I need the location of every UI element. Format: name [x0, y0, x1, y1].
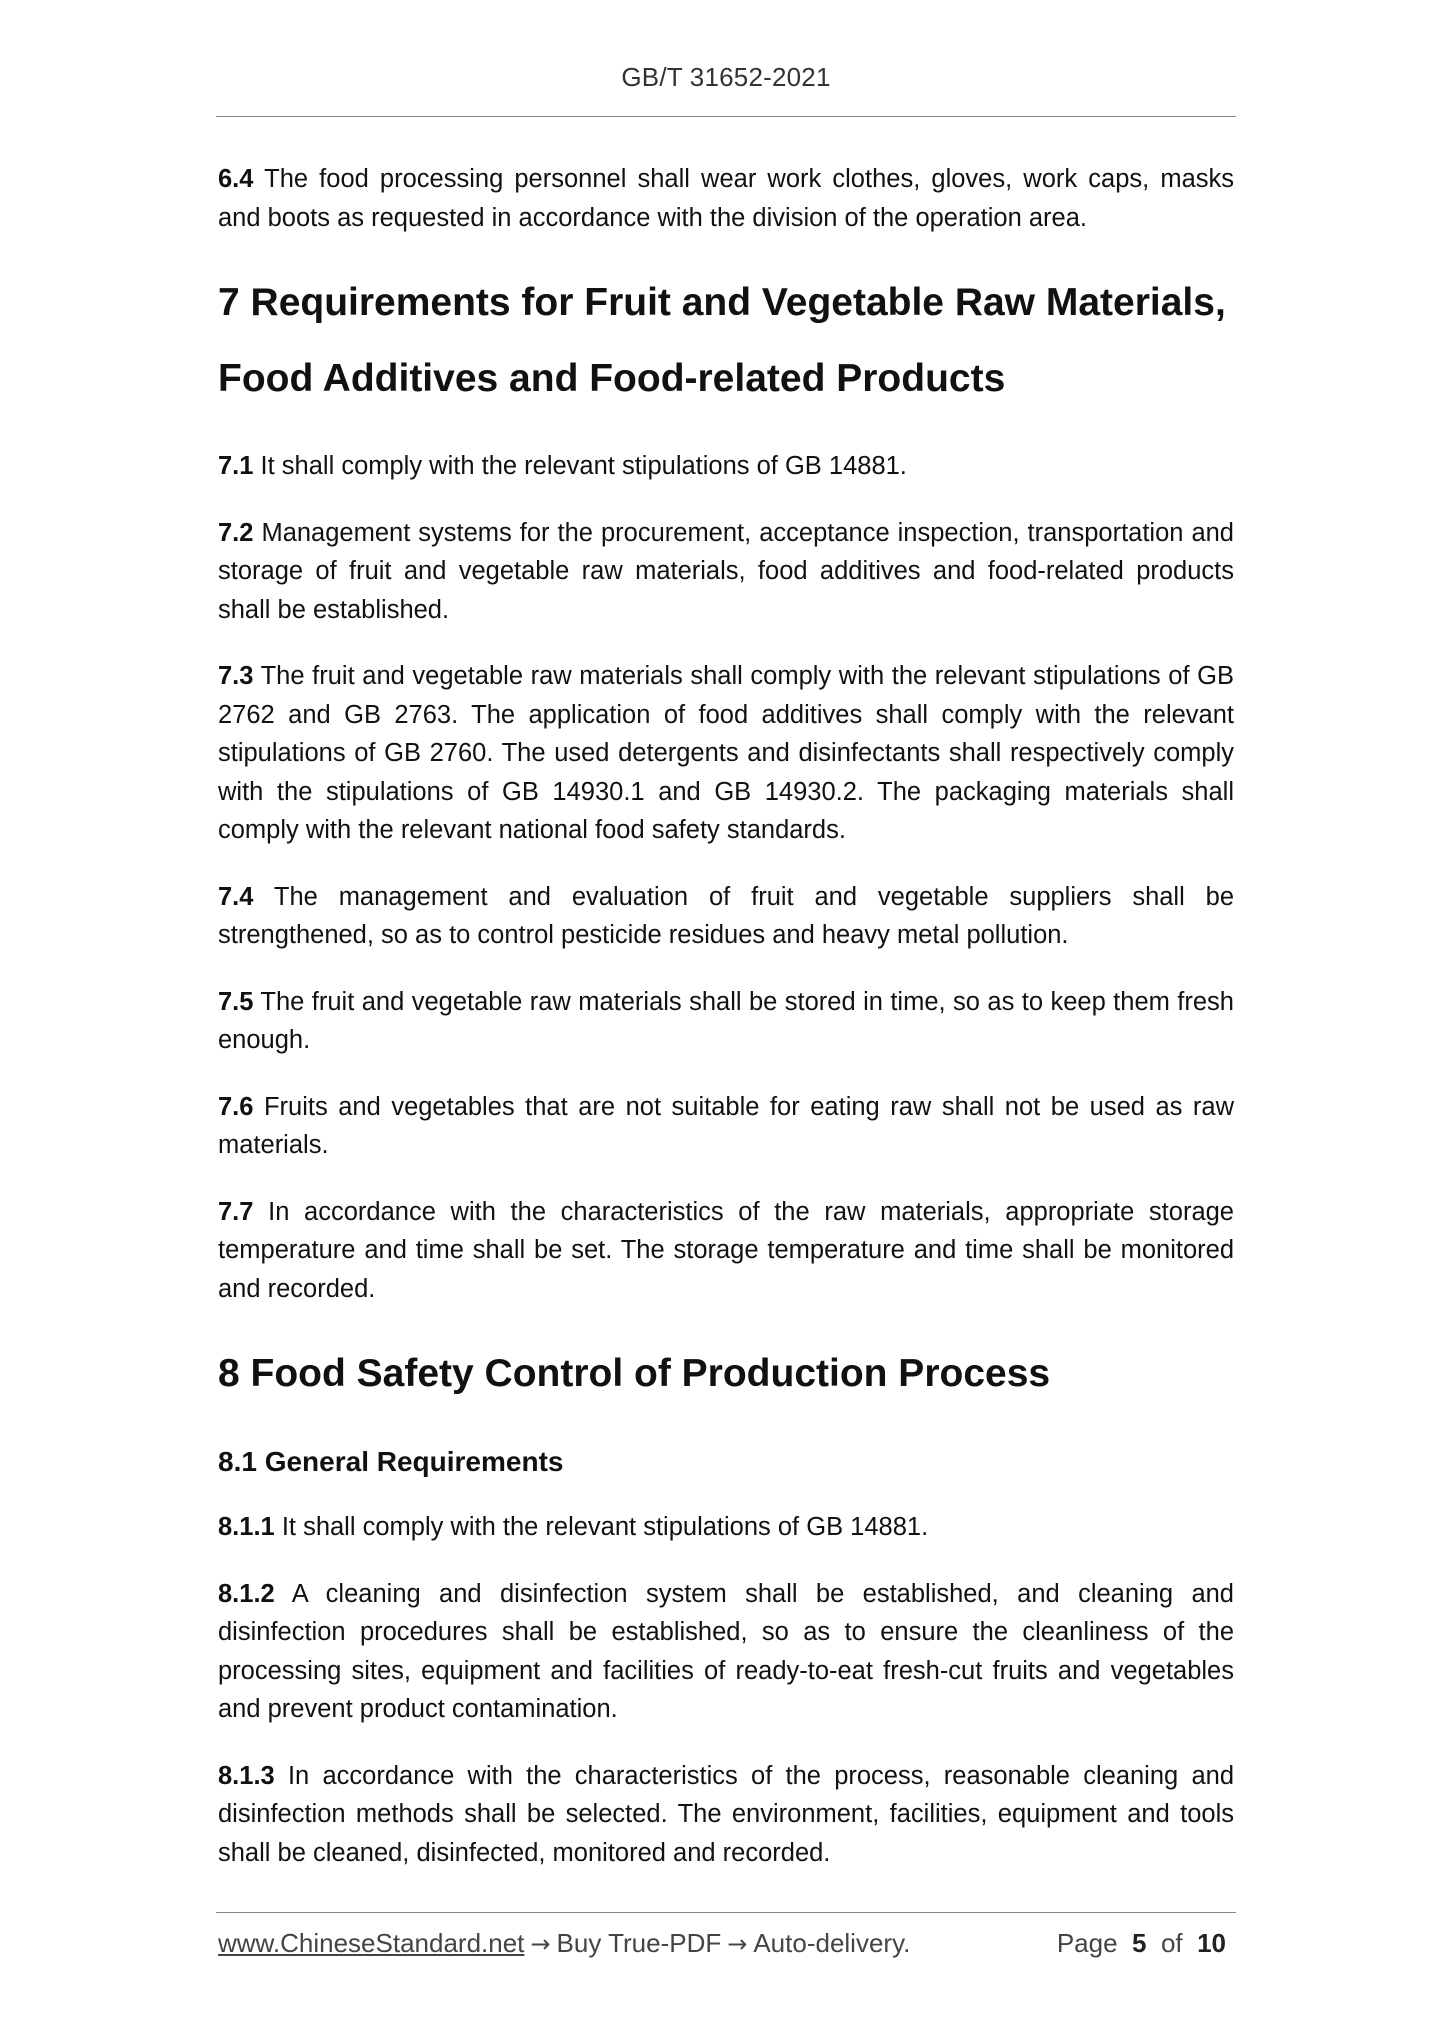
clause-7-3: [218, 657, 1234, 850]
page-header: GB/T 31652-2021: [621, 62, 831, 92]
page-footer: [218, 1928, 1234, 1968]
footer-divider: [216, 1912, 1236, 1913]
clause-8-1-1: [218, 1508, 1234, 1547]
clause-text: The management and evaluation of fruit and vegetable suppliers shall be strengthened, so as to control pesticide residues and heavy metal pollution.: [218, 882, 1235, 949]
clause-number: 7.6: [218, 1092, 254, 1121]
clause-number: 7.7: [218, 1197, 254, 1226]
clause-6-4: [218, 160, 1234, 237]
page-total: 10: [1197, 1928, 1226, 1958]
page-current: 5: [1132, 1928, 1147, 1958]
subsection-8-1-heading: 8.1 General Requirements: [218, 1446, 564, 1477]
clause-number: 7.5: [218, 987, 254, 1016]
clause-text: A cleaning and disinfection system shall be established, and cleaning and disinfection procedures shall be established, so as to ensure the cleanliness of the processing sites, equipment and facilities of ready-to-eat fresh-cut fruits and vegetables and prevent product contamination.: [218, 1579, 1234, 1723]
delivery-text: Auto-delivery.: [753, 1928, 911, 1958]
site-link[interactable]: www.ChineseStandard.net: [218, 1928, 525, 1958]
clause-text: It shall comply with the relevant stipulations of GB 14881.: [281, 1513, 929, 1541]
section-7-heading: 7 Requirements for Fruit and Vegetable Raw Materials, Food Additives and Food-related Products: [218, 281, 1226, 400]
clause-text: In accordance with the characteristics of the process, reasonable cleaning and disinfection methods shall be selected. The environment, facilities, equipment and tools shall be cleaned, disinfected, monitored and recorded.: [218, 1761, 1234, 1867]
clause-number: 6.4: [218, 165, 254, 193]
clause-7-1: [218, 447, 1234, 486]
clause-7-2: [218, 514, 1234, 630]
clause-number: 7.4: [218, 882, 254, 911]
buy-text: Buy True-PDF: [556, 1928, 722, 1958]
page-number: [1057, 1928, 1226, 1959]
page-label: Page: [1056, 1928, 1118, 1958]
clause-text: In accordance with the characteristics of the raw materials, appropriate storage temperature and time shall be set. The storage temperature and time shall be monitored and recorded.: [218, 1197, 1234, 1303]
clause-text: The fruit and vegetable raw materials shall be stored in time, so as to keep them fresh enough.: [218, 987, 1234, 1054]
clause-number: 7.1: [218, 452, 254, 480]
header-divider: [216, 116, 1236, 117]
arrow-right-icon: →: [727, 1930, 748, 1958]
clause-7-4: [218, 878, 1234, 955]
clause-7-6: [218, 1088, 1234, 1165]
clause-number: 7.3: [218, 662, 254, 690]
clause-number: 7.2: [218, 518, 254, 547]
clause-text: The food processing personnel shall wear work clothes, gloves, work caps, masks and boots as requested in accordance with the division of the operation area.: [218, 165, 1235, 232]
clause-8-1-2: [218, 1575, 1234, 1729]
clause-text: The fruit and vegetable raw materials shall comply with the relevant stipulations of GB 2762 and GB 2763. The application of food additives shall comply with the relevant stipulations of GB 2760. The used detergents and disinfectants shall respectively comply with the stipulations of GB 14930.1 and GB 14930.2. The packaging materials shall comply with the relevant national food safety standards.: [218, 662, 1235, 844]
clause-text: It shall comply with the relevant stipulations of GB 14881.: [260, 452, 907, 480]
clause-8-1-3: [218, 1757, 1234, 1873]
clause-7-7: [218, 1193, 1234, 1309]
clause-number: 8.1.1: [218, 1513, 275, 1541]
page-content: [218, 160, 1234, 1900]
arrow-right-icon: →: [530, 1930, 551, 1958]
of-label: of: [1160, 1928, 1183, 1958]
clause-number: 8.1.3: [218, 1761, 275, 1790]
clause-number: 8.1.2: [218, 1579, 275, 1608]
section-8-heading: 8 Food Safety Control of Production Process: [218, 1352, 1051, 1395]
footer-promo: [218, 1928, 910, 1959]
clause-text: Management systems for the procurement, acceptance inspection, transportation and storage of fruit and vegetable raw materials, food additives and food-related products shall be established.: [218, 518, 1234, 624]
clause-text: Fruits and vegetables that are not suitable for eating raw shall not be used as raw materials.: [218, 1092, 1234, 1159]
clause-7-5: [218, 983, 1234, 1060]
